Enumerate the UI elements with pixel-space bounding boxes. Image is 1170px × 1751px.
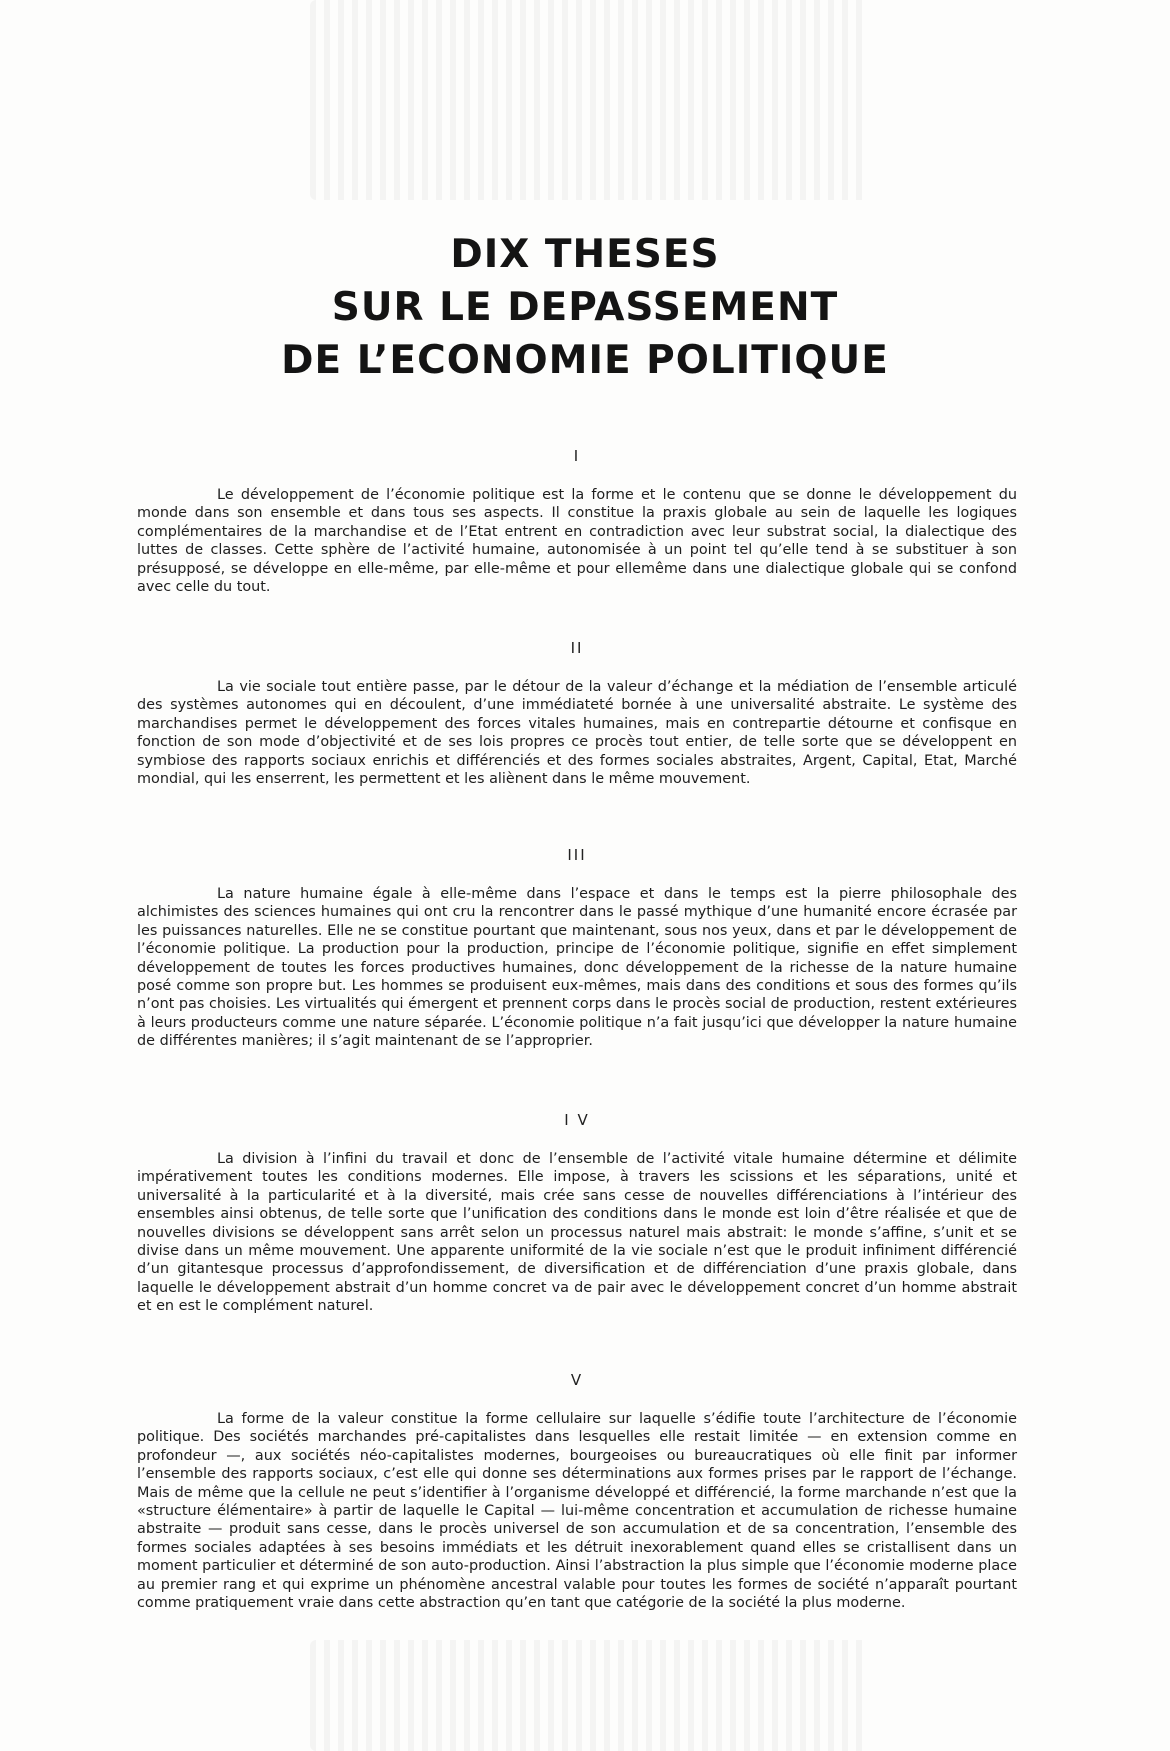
- thesis-numeral: V: [570, 1371, 584, 1389]
- thesis-numeral: I V: [564, 1111, 590, 1129]
- document-title: [0, 228, 1170, 387]
- print-through-shadow-bottom: [310, 1640, 870, 1751]
- thesis-paragraph: La nature humaine égale à elle-même dans l’espace et dans le temps est la pierre philosophale des alchimistes des sciences humaines qui ont cru la rencontrer dans le passé mythique d’une humanité encore écrasée par les puissances naturelles. Elle ne se constitue pourtant que maintenant, sous nos yeux, dans et par le développement de l’économie politique. La production pour la production, principe de l’économie politique, signifie en effet simplement développement de toutes les forces productives humaines, donc développement de la richesse de la nature humaine posé comme son propre but. Les hommes se produisent eux-mêmes, mais dans des conditions et sous des formes qu’ils n’ont pas choisies. Les virtualités qui émergent et prennent corps dans le procès social de production, restent extérieures à leurs producteurs comme une nature séparée. L’économie politique n’a fait jusqu’ici que développer la nature humaine de différentes manières; il s’agit maintenant de se l’approprier.: [137, 886, 1017, 1050]
- thesis-section-3: [137, 845, 1017, 1051]
- title-line-2: SUR LE DEPASSEMENT: [331, 285, 839, 330]
- thesis-numeral: II: [570, 639, 584, 657]
- title-line-3: DE L’ECONOMIE POLITIQUE: [281, 338, 889, 383]
- thesis-paragraph: La division à l’infini du travail et donc de l’ensemble de l’activité vitale humaine détermine et délimite impérativement toutes les conditions modernes. Elle impose, à travers les scissions et les séparations, unité et universalité à la particularité et à la diversité, mais crée sans cesse de nouvelles différenciations à l’intérieur des ensembles ainsi obtenus, de telle sorte que l’unification des conditions dans le monde est loin d’être réalisée et que de nouvelles divisions se développent sans arrêt selon un processus naturel mais abstrait: le monde s’affine, s’unit et se divise dans un même mouvement. Une apparente uniformité de la vie sociale n’est que le produit infiniment différencié d’un gitantesque processus d’approfondissement, de diversification et de différenciation d’une praxis globale, dans laquelle le développement abstrait d’un homme concret va de pair avec le développement concret d’un homme abstrait et en est le complément naturel.: [137, 1151, 1017, 1315]
- title-line-1: DIX THESES: [450, 232, 720, 277]
- print-through-shadow-top: [310, 0, 870, 200]
- thesis-paragraph: La vie sociale tout entière passe, par le détour de la valeur d’échange et la médiation de l’ensemble articulé des systèmes autonomes qui en découlent, d’une immédiateté bornée à une universalité abstraite. Le système des marchandises permet le développement des forces vitales humaines, mais en contrepartie détourne et confisque en fonction de son mode d’objectivité et de ses lois propres ce procès tout entier, de telle sorte que se développent en symbiose des rapports sociaux enrichis et différenciés et des formes sociales abstraites, Argent, Capital, Etat, Marché mondial, qui les enserrent, les permettent et les aliènent dans le même mouvement.: [137, 679, 1017, 788]
- thesis-section-5: [137, 1370, 1017, 1612]
- thesis-section-4: [137, 1110, 1017, 1316]
- thesis-numeral: I: [573, 447, 581, 465]
- thesis-section-2: [137, 638, 1017, 788]
- thesis-numeral: III: [567, 846, 587, 864]
- thesis-paragraph: La forme de la valeur constitue la forme cellulaire sur laquelle s’édifie toute l’architecture de l’économie politique. Des sociétés marchandes pré-capitalistes dans lesquelles elle restait limitée — en extension comme en profondeur —, aux sociétés néo-capitalistes modernes, bourgeoises ou bureaucratiques où elle finit par informer l’ensemble des rapports sociaux, c’est elle qui donne ses déterminations aux formes prises par le rapport de l’échange. Mais de même que la cellule ne peut s’identifier à l’organisme développé et différencié, la forme marchande n’est que la «structure élémentaire» à partir de laquelle le Capital — lui-même concentration et accumulation de richesse humaine abstraite — produit sans cesse, dans le procès universel de son accumulation et de sa concentration, l’ensemble des formes sociales adaptées à ses besoins immédiats et les détruit inexorablement quand elles se cristallisent dans un moment particulier et déterminé de son auto-production. Ainsi l’abstraction la plus simple que l’économie moderne place au premier rang et qui exprime un phénomène ancestral valable pour toutes les formes de société n’apparaît pourtant comme pratiquement vraie dans cette abstraction qu’en tant que catégorie de la société la plus moderne.: [137, 1411, 1017, 1612]
- thesis-section-1: [137, 446, 1017, 596]
- thesis-paragraph: Le développement de l’économie politique est la forme et le contenu que se donne le développement du monde dans son ensemble et dans tous ses aspects. Il constitue la praxis globale au sein de laquelle les logiques complémentaires de la marchandise et de l’Etat entrent en contradiction avec leur substrat social, la dialectique des luttes de classes. Cette sphère de l’activité humaine, autonomisée à un point tel qu’elle tend à se substituer à son présupposé, se développe en elle-même, par elle-même et pour ellemême dans une dialectique globale qui se confond avec celle du tout.: [137, 487, 1017, 596]
